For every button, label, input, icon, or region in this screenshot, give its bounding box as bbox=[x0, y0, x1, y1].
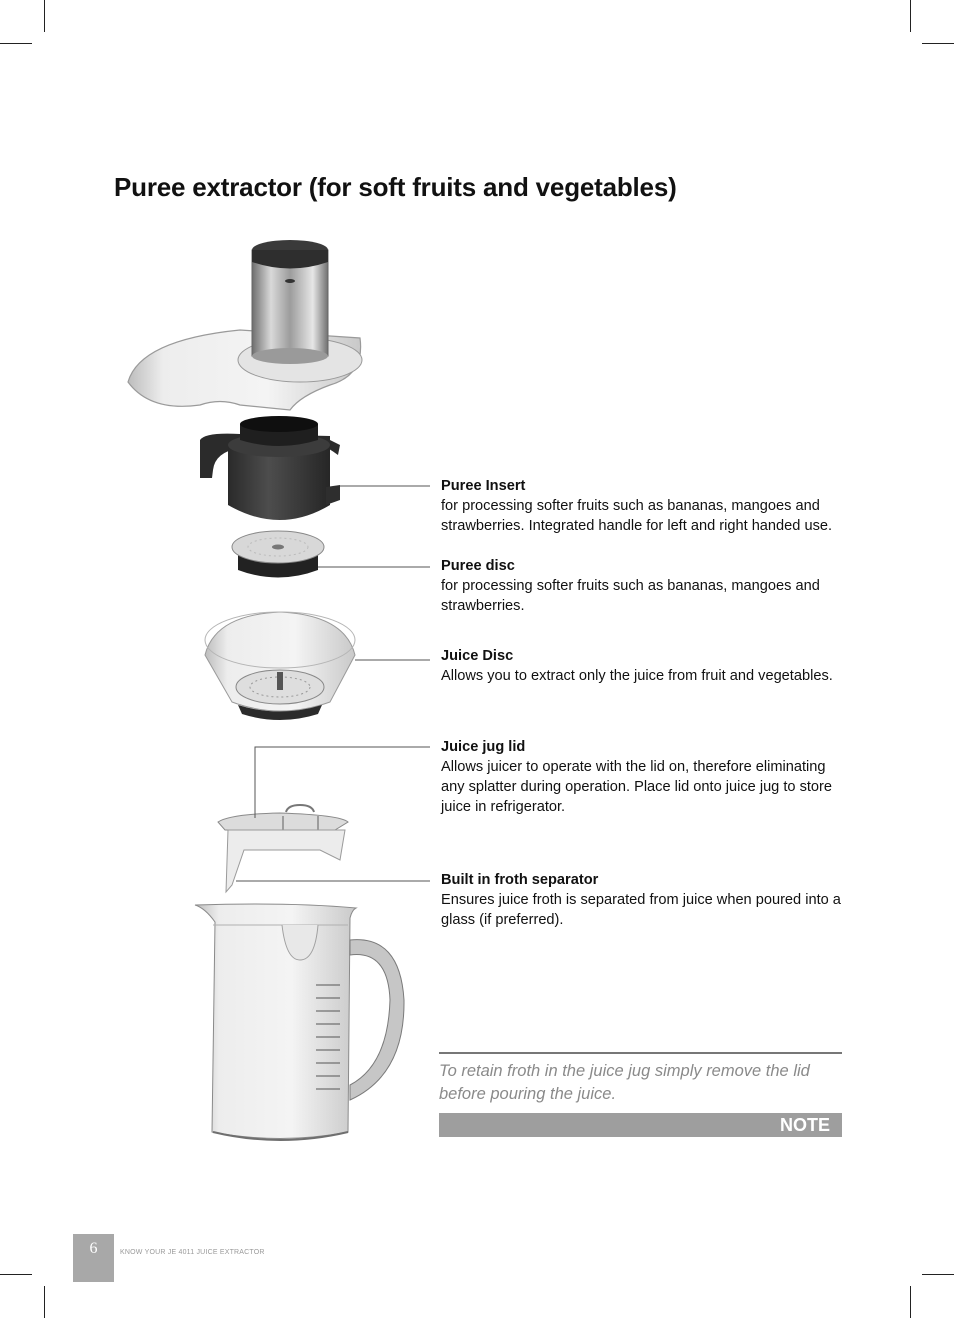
part-description: Allows juicer to operate with the lid on, therefore eliminating any splatter during operation. Place lid onto juice jug to store juice in refrigerator. bbox=[441, 759, 833, 815]
part-puree-insert bbox=[441, 476, 846, 536]
part-name: Juice jug lid bbox=[441, 739, 526, 755]
part-description: Allows you to extract only the juice from fruit and vegetables. bbox=[441, 668, 833, 684]
note-label: NOTE bbox=[439, 1113, 842, 1137]
puree-insert-image bbox=[200, 416, 340, 520]
page-number: 6 bbox=[73, 1234, 114, 1282]
note-text: To retain froth in the juice jug simply remove the lid before pouring the juice. bbox=[439, 1062, 810, 1103]
juice-jug-image bbox=[195, 904, 404, 1140]
part-description: for processing softer fruits such as bananas, mangoes and strawberries. bbox=[441, 578, 820, 614]
part-name: Puree disc bbox=[441, 558, 515, 574]
part-description: for processing softer fruits such as bananas, mangoes and strawberries. Integrated handle for left and right handed use. bbox=[441, 498, 833, 534]
juice-jug-lid-image bbox=[218, 805, 348, 892]
part-description: Ensures juice froth is separated from juice when poured into a glass (if preferred). bbox=[441, 892, 841, 928]
page-title: Puree extractor (for soft fruits and vegetables) bbox=[114, 172, 677, 202]
juice-disc-image bbox=[205, 612, 355, 720]
part-puree-disc bbox=[441, 556, 846, 616]
part-name: Puree Insert bbox=[441, 478, 526, 494]
puree-disc-image bbox=[232, 531, 324, 578]
cover-with-feed-chute bbox=[128, 240, 362, 410]
note-divider bbox=[439, 1052, 842, 1054]
part-name: Built in froth separator bbox=[441, 872, 599, 888]
footer-text: KNOW YOUR JE 4011 JUICE EXTRACTOR bbox=[120, 1249, 265, 1256]
part-juice-disc bbox=[441, 646, 846, 686]
part-froth-separator bbox=[441, 870, 846, 930]
part-juice-jug-lid bbox=[441, 737, 846, 817]
part-name: Juice Disc bbox=[441, 648, 514, 664]
